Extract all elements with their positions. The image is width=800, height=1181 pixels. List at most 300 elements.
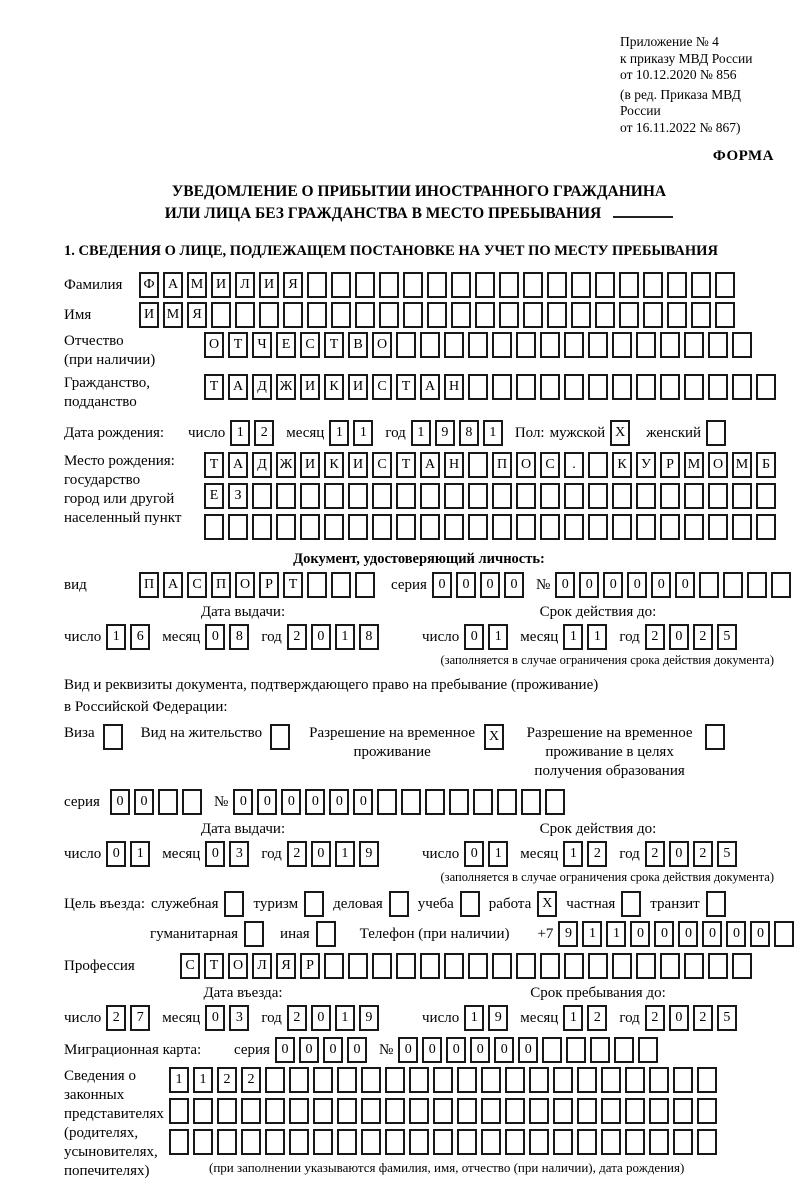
char-cell[interactable]: 1 [169,1067,189,1093]
doc-expiry-day-cells[interactable] [464,624,512,650]
doc-expiry-month-cells[interactable] [563,624,611,650]
char-cell[interactable]: Р [300,953,320,979]
char-cell[interactable]: 9 [558,921,578,947]
char-cell[interactable]: 1 [329,420,349,446]
temporary-residence-checkbox[interactable]: X [484,724,504,750]
char-cell[interactable]: Е [276,332,296,358]
char-cell[interactable] [673,1129,693,1155]
char-cell[interactable] [505,1098,525,1124]
char-cell[interactable]: 0 [494,1037,514,1063]
char-cell[interactable] [588,452,608,478]
char-cell[interactable]: И [348,452,368,478]
char-cell[interactable] [595,272,615,298]
char-cell[interactable] [529,1067,549,1093]
char-cell[interactable]: 2 [693,1005,713,1031]
char-cell[interactable] [289,1129,309,1155]
char-cell[interactable]: 9 [359,1005,379,1031]
char-cell[interactable] [601,1098,621,1124]
char-cell[interactable]: Н [444,374,464,400]
char-cell[interactable]: Ж [276,374,296,400]
char-cell[interactable] [577,1067,597,1093]
char-cell[interactable]: П [492,452,512,478]
char-cell[interactable] [492,374,512,400]
char-cell[interactable]: С [300,332,320,358]
char-cell[interactable] [396,483,416,509]
char-cell[interactable]: 1 [335,841,355,867]
char-cell[interactable] [516,483,536,509]
char-cell[interactable] [401,789,421,815]
char-cell[interactable] [708,332,728,358]
char-cell[interactable] [444,332,464,358]
char-cell[interactable]: У [636,452,656,478]
char-cell[interactable] [636,374,656,400]
char-cell[interactable] [545,789,565,815]
char-cell[interactable] [468,374,488,400]
char-cell[interactable] [732,374,752,400]
char-cell[interactable] [595,302,615,328]
char-cell[interactable]: 0 [106,841,126,867]
birth-place-row1-cells[interactable] [204,452,780,478]
char-cell[interactable] [444,514,464,540]
char-cell[interactable]: 2 [693,841,713,867]
char-cell[interactable] [566,1037,586,1063]
char-cell[interactable] [492,332,512,358]
doc-issue-month-cells[interactable] [205,624,253,650]
char-cell[interactable] [337,1067,357,1093]
char-cell[interactable] [553,1129,573,1155]
char-cell[interactable] [756,483,776,509]
char-cell[interactable] [547,302,567,328]
char-cell[interactable]: И [211,272,231,298]
char-cell[interactable] [564,374,584,400]
char-cell[interactable]: 0 [480,572,500,598]
char-cell[interactable]: 1 [488,624,508,650]
char-cell[interactable]: 6 [130,624,150,650]
char-cell[interactable] [409,1129,429,1155]
char-cell[interactable]: 1 [193,1067,213,1093]
char-cell[interactable]: 2 [587,1005,607,1031]
char-cell[interactable]: 1 [335,624,355,650]
char-cell[interactable] [588,332,608,358]
char-cell[interactable]: Т [283,572,303,598]
char-cell[interactable]: 7 [130,1005,150,1031]
char-cell[interactable] [612,514,632,540]
char-cell[interactable]: 0 [669,841,689,867]
char-cell[interactable]: М [187,272,207,298]
char-cell[interactable]: 1 [587,624,607,650]
char-cell[interactable] [182,789,202,815]
char-cell[interactable] [204,514,224,540]
char-cell[interactable] [468,332,488,358]
char-cell[interactable]: Т [396,374,416,400]
char-cell[interactable] [636,332,656,358]
char-cell[interactable] [638,1037,658,1063]
char-cell[interactable] [169,1129,189,1155]
char-cell[interactable] [708,953,728,979]
char-cell[interactable]: Р [660,452,680,478]
char-cell[interactable] [529,1098,549,1124]
char-cell[interactable]: 0 [305,789,325,815]
char-cell[interactable]: 2 [587,841,607,867]
char-cell[interactable] [468,483,488,509]
char-cell[interactable] [337,1098,357,1124]
char-cell[interactable]: Д [252,374,272,400]
char-cell[interactable] [667,272,687,298]
char-cell[interactable]: Я [276,953,296,979]
char-cell[interactable] [331,572,351,598]
char-cell[interactable] [403,272,423,298]
char-cell[interactable] [409,1067,429,1093]
char-cell[interactable]: И [300,452,320,478]
char-cell[interactable]: О [516,452,536,478]
char-cell[interactable] [283,302,303,328]
entry-month-cells[interactable] [205,1005,253,1031]
char-cell[interactable]: 2 [645,624,665,650]
char-cell[interactable] [300,514,320,540]
visa-checkbox[interactable] [103,724,123,750]
patronymic-cells[interactable] [204,332,756,358]
char-cell[interactable]: С [372,374,392,400]
char-cell[interactable] [732,332,752,358]
char-cell[interactable] [612,953,632,979]
char-cell[interactable]: 2 [287,1005,307,1031]
doc-expiry-year-cells[interactable] [645,624,741,650]
char-cell[interactable]: И [300,374,320,400]
char-cell[interactable] [612,374,632,400]
char-cell[interactable] [660,953,680,979]
residence-number-cells[interactable] [233,789,569,815]
char-cell[interactable] [348,483,368,509]
char-cell[interactable] [715,272,735,298]
doc-series-cells[interactable] [432,572,528,598]
char-cell[interactable]: Т [228,332,248,358]
char-cell[interactable] [158,789,178,815]
profession-cells[interactable] [180,953,756,979]
char-cell[interactable]: 1 [411,420,431,446]
char-cell[interactable] [307,302,327,328]
char-cell[interactable]: Ж [276,452,296,478]
char-cell[interactable]: 0 [110,789,130,815]
char-cell[interactable] [169,1098,189,1124]
char-cell[interactable]: 0 [311,841,331,867]
char-cell[interactable] [475,272,495,298]
char-cell[interactable] [590,1037,610,1063]
char-cell[interactable] [529,1129,549,1155]
char-cell[interactable] [540,514,560,540]
char-cell[interactable] [667,302,687,328]
char-cell[interactable] [571,272,591,298]
char-cell[interactable]: А [228,452,248,478]
char-cell[interactable]: 2 [645,841,665,867]
char-cell[interactable] [377,789,397,815]
char-cell[interactable] [444,953,464,979]
char-cell[interactable]: 1 [563,1005,583,1031]
char-cell[interactable]: 2 [254,420,274,446]
representatives-row1-cells[interactable] [169,1067,721,1093]
char-cell[interactable]: 0 [353,789,373,815]
char-cell[interactable] [265,1067,285,1093]
char-cell[interactable]: И [348,374,368,400]
char-cell[interactable]: 1 [335,1005,355,1031]
doc-number-cells[interactable] [555,572,795,598]
char-cell[interactable] [699,572,719,598]
purpose-humanitarian-checkbox[interactable] [244,921,264,947]
char-cell[interactable]: Я [187,302,207,328]
char-cell[interactable]: 0 [555,572,575,598]
char-cell[interactable]: 9 [359,841,379,867]
char-cell[interactable] [444,483,464,509]
char-cell[interactable] [691,272,711,298]
char-cell[interactable]: 5 [717,1005,737,1031]
char-cell[interactable]: О [235,572,255,598]
char-cell[interactable] [553,1067,573,1093]
char-cell[interactable]: Л [252,953,272,979]
char-cell[interactable]: 0 [678,921,698,947]
char-cell[interactable] [355,302,375,328]
residence-expiry-month-cells[interactable] [563,841,611,867]
sex-male-checkbox[interactable]: X [610,420,630,446]
char-cell[interactable] [660,374,680,400]
char-cell[interactable]: 0 [323,1037,343,1063]
char-cell[interactable]: 0 [675,572,695,598]
char-cell[interactable] [697,1067,717,1093]
birth-place-row2-cells[interactable] [204,483,780,509]
char-cell[interactable] [612,483,632,509]
char-cell[interactable] [643,272,663,298]
char-cell[interactable]: 3 [229,841,249,867]
char-cell[interactable] [732,514,752,540]
char-cell[interactable]: 1 [488,841,508,867]
char-cell[interactable] [433,1098,453,1124]
char-cell[interactable]: Л [235,272,255,298]
char-cell[interactable]: 0 [205,841,225,867]
char-cell[interactable] [252,483,272,509]
char-cell[interactable]: Т [324,332,344,358]
char-cell[interactable]: 0 [464,624,484,650]
char-cell[interactable] [348,953,368,979]
char-cell[interactable]: 8 [459,420,479,446]
char-cell[interactable]: Т [204,374,224,400]
purpose-official-checkbox[interactable] [224,891,244,917]
char-cell[interactable] [516,514,536,540]
char-cell[interactable]: 0 [398,1037,418,1063]
char-cell[interactable] [540,332,560,358]
citizenship-cells[interactable] [204,374,780,400]
char-cell[interactable]: 1 [483,420,503,446]
char-cell[interactable] [684,483,704,509]
residence-series-cells[interactable] [110,789,206,815]
char-cell[interactable]: М [163,302,183,328]
char-cell[interactable] [497,789,517,815]
char-cell[interactable] [372,953,392,979]
char-cell[interactable]: 0 [518,1037,538,1063]
char-cell[interactable] [619,302,639,328]
temporary-residence-education-checkbox[interactable] [705,724,725,750]
char-cell[interactable] [385,1129,405,1155]
char-cell[interactable]: Т [204,452,224,478]
char-cell[interactable]: 0 [464,841,484,867]
char-cell[interactable] [660,483,680,509]
doc-kind-cells[interactable] [139,572,379,598]
char-cell[interactable] [361,1067,381,1093]
char-cell[interactable] [521,789,541,815]
birth-day-cells[interactable] [230,420,278,446]
char-cell[interactable] [588,483,608,509]
char-cell[interactable] [481,1129,501,1155]
char-cell[interactable] [475,302,495,328]
char-cell[interactable] [492,483,512,509]
char-cell[interactable]: Я [283,272,303,298]
char-cell[interactable] [542,1037,562,1063]
char-cell[interactable] [649,1098,669,1124]
char-cell[interactable] [660,514,680,540]
char-cell[interactable] [241,1129,261,1155]
purpose-business-checkbox[interactable] [389,891,409,917]
char-cell[interactable]: П [139,572,159,598]
char-cell[interactable]: 0 [630,921,650,947]
char-cell[interactable] [379,272,399,298]
char-cell[interactable]: 1 [563,841,583,867]
char-cell[interactable] [540,374,560,400]
char-cell[interactable]: 0 [422,1037,442,1063]
char-cell[interactable]: С [540,452,560,478]
char-cell[interactable] [715,302,735,328]
char-cell[interactable]: . [564,452,584,478]
char-cell[interactable] [457,1098,477,1124]
char-cell[interactable] [523,302,543,328]
char-cell[interactable]: 0 [627,572,647,598]
char-cell[interactable]: 2 [287,841,307,867]
entry-year-cells[interactable] [287,1005,383,1031]
entry-day-cells[interactable] [106,1005,154,1031]
char-cell[interactable]: А [228,374,248,400]
char-cell[interactable]: М [732,452,752,478]
char-cell[interactable] [697,1098,717,1124]
char-cell[interactable] [625,1098,645,1124]
char-cell[interactable] [588,514,608,540]
char-cell[interactable]: Т [204,953,224,979]
surname-cells[interactable] [139,272,739,298]
char-cell[interactable]: О [204,332,224,358]
phone-cells[interactable] [558,921,798,947]
char-cell[interactable] [457,1067,477,1093]
char-cell[interactable] [547,272,567,298]
doc-issue-year-cells[interactable] [287,624,383,650]
char-cell[interactable]: 2 [645,1005,665,1031]
char-cell[interactable] [313,1129,333,1155]
char-cell[interactable]: Н [444,452,464,478]
char-cell[interactable] [636,483,656,509]
char-cell[interactable]: 2 [287,624,307,650]
char-cell[interactable] [673,1098,693,1124]
char-cell[interactable] [403,302,423,328]
char-cell[interactable] [492,953,512,979]
char-cell[interactable]: О [708,452,728,478]
char-cell[interactable] [614,1037,634,1063]
char-cell[interactable]: Е [204,483,224,509]
char-cell[interactable] [505,1129,525,1155]
char-cell[interactable] [577,1129,597,1155]
char-cell[interactable] [427,302,447,328]
char-cell[interactable] [361,1098,381,1124]
char-cell[interactable]: А [420,452,440,478]
char-cell[interactable] [636,953,656,979]
birth-month-cells[interactable] [329,420,377,446]
char-cell[interactable] [420,953,440,979]
char-cell[interactable] [643,302,663,328]
char-cell[interactable] [747,572,767,598]
char-cell[interactable] [601,1129,621,1155]
char-cell[interactable] [396,332,416,358]
migration-number-cells[interactable] [398,1037,662,1063]
char-cell[interactable]: 0 [654,921,674,947]
char-cell[interactable]: 0 [669,624,689,650]
char-cell[interactable] [492,514,512,540]
char-cell[interactable] [355,572,375,598]
char-cell[interactable] [708,483,728,509]
char-cell[interactable] [756,374,776,400]
char-cell[interactable]: 1 [606,921,626,947]
char-cell[interactable]: Б [756,452,776,478]
char-cell[interactable] [649,1067,669,1093]
char-cell[interactable]: 0 [257,789,277,815]
char-cell[interactable] [193,1098,213,1124]
char-cell[interactable] [516,374,536,400]
char-cell[interactable]: 1 [582,921,602,947]
char-cell[interactable] [433,1129,453,1155]
char-cell[interactable]: 0 [470,1037,490,1063]
char-cell[interactable]: 0 [750,921,770,947]
purpose-other-checkbox[interactable] [316,921,336,947]
char-cell[interactable] [577,1098,597,1124]
residence-expiry-year-cells[interactable] [645,841,741,867]
char-cell[interactable]: О [372,332,392,358]
birth-year-cells[interactable] [411,420,507,446]
char-cell[interactable] [433,1067,453,1093]
char-cell[interactable] [420,483,440,509]
char-cell[interactable]: К [612,452,632,478]
char-cell[interactable] [259,302,279,328]
char-cell[interactable] [307,572,327,598]
purpose-tourism-checkbox[interactable] [304,891,324,917]
char-cell[interactable] [684,953,704,979]
char-cell[interactable]: 0 [205,1005,225,1031]
char-cell[interactable] [723,572,743,598]
char-cell[interactable] [324,953,344,979]
char-cell[interactable] [732,483,752,509]
char-cell[interactable]: А [163,272,183,298]
char-cell[interactable] [289,1067,309,1093]
char-cell[interactable]: А [163,572,183,598]
char-cell[interactable]: 1 [230,420,250,446]
char-cell[interactable] [449,789,469,815]
char-cell[interactable]: Р [259,572,279,598]
char-cell[interactable]: Ч [252,332,272,358]
firstname-cells[interactable] [139,302,739,328]
char-cell[interactable] [771,572,791,598]
char-cell[interactable] [372,514,392,540]
char-cell[interactable] [385,1067,405,1093]
char-cell[interactable]: 0 [275,1037,295,1063]
char-cell[interactable] [241,1098,261,1124]
doc-issue-day-cells[interactable] [106,624,154,650]
char-cell[interactable]: 0 [281,789,301,815]
char-cell[interactable] [588,953,608,979]
char-cell[interactable] [588,374,608,400]
char-cell[interactable]: Ф [139,272,159,298]
char-cell[interactable]: П [211,572,231,598]
char-cell[interactable] [505,1067,525,1093]
